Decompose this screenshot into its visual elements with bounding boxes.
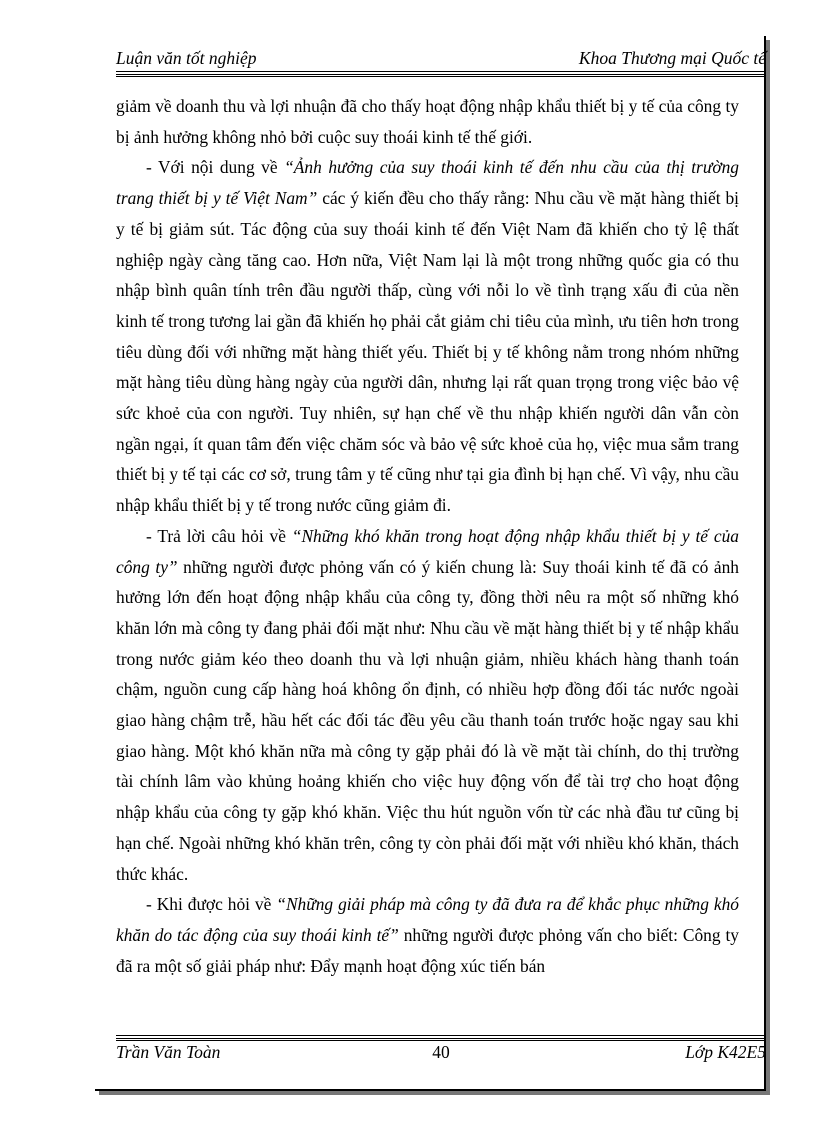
footer-author: Trần Văn Toàn	[116, 1042, 221, 1062]
paragraph-2	[116, 521, 739, 889]
body-text	[116, 91, 739, 981]
paragraph-2-quote: “Những khó khăn trong hoạt động nhập khẩu thiết bị y tế của công ty”	[116, 525, 739, 577]
paragraph-3	[116, 889, 739, 981]
paragraph-1-body: các ý kiến đều cho thấy rằng: Nhu cầu về mặt hàng thiết bị y tế bị giảm sút. Tác động của suy thoái kinh tế đến Việt Nam đã khiến cho tỷ lệ thất nghiệp ngày càng tăng cao. Hơn nữa, Việt Nam lại là một trong những quốc gia có thu nhập bình quân tính trên đầu người thấp, cùng với nỗi lo về tình trạng xấu đi của nền kinh tế trong tương lai gần đã khiến họ phải cắt giảm chi tiêu của mình, ưu tiên hơn trong tiêu dùng đối với những mặt hàng thiết yếu. Thiết bị y tế không nằm trong nhóm những mặt hàng tiêu dùng hàng ngày của người dân, nhưng lại rất quan trọng trong việc bảo vệ sức khoẻ của con người. Tuy nhiên, sự hạn chế về thu nhập khiến người dân vẫn còn ngần ngại, ít quan tâm đến việc chăm sóc và bảo vệ sức khoẻ của họ, việc mua sắm trang thiết bị y tế tại các cơ sở, trung tâm y tế cũng như tại gia đình bị hạn chế. Vì vậy, nhu cầu nhập khẩu thiết bị y tế trong nước cũng giảm đi.	[116, 188, 739, 516]
paragraph-3-lead: - Khi được hỏi về	[146, 894, 277, 915]
paragraph-1-quote: “Ảnh hưởng của suy thoái kinh tế đến nhu cầu của thị trường trang thiết bị y tế Việt Nam”	[116, 157, 739, 209]
paragraph-1	[116, 152, 739, 520]
paragraph-2-body: những người được phỏng vấn có ý kiến chung là: Suy thoái kinh tế đã có ảnh hưởng lớn đến hoạt động nhập khẩu của công ty, đồng thời nêu ra một số những khó khăn lớn mà công ty đang phải đối mặt như: Nhu cầu về mặt hàng thiết bị y tế nhập khẩu trong nước giảm kéo theo doanh thu và lợi nhuận giảm, nhiều khách hàng thanh toán chậm, nguồn cung cấp hàng hoá không ổn định, có nhiều hợp đồng đối tác nước ngoài giao hàng chậm trễ, hầu hết các đối tác đều yêu cầu thanh toán trước hoặc ngay sau khi giao hàng. Một khó khăn nữa mà công ty gặp phải đó là về mặt tài chính, do thị trường tài chính lâm vào khủng hoảng khiến cho việc huy động vốn để tài trợ cho hoạt động nhập khẩu của công ty gặp khó khăn. Việc thu hút nguồn vốn từ các nhà đầu tư cũng bị hạn chế. Ngoài những khó khăn trên, công ty còn phải đối mặt với nhiều khó khăn, thách thức khác.	[116, 556, 739, 884]
paragraph-3-body: những người được phỏng vấn cho biết: Công ty đã ra một số giải pháp như: Đẩy mạnh hoạt động xúc tiến bán	[116, 924, 739, 976]
header-thesis-label: Luận văn tốt nghiệp	[116, 48, 257, 68]
paragraph-0	[116, 91, 739, 152]
paragraph-1-lead: - Với nội dung về	[146, 157, 285, 178]
footer-class: Lớp K42E5	[685, 1042, 766, 1062]
paragraph-0-text: giảm về doanh thu và lợi nhuận đã cho thấy hoạt động nhập khẩu thiết bị y tế của công ty bị ảnh hưởng không nhỏ bởi cuộc suy thoái kinh tế thế giới.	[116, 96, 739, 147]
paragraph-3-quote: “Những giải pháp mà công ty đã đưa ra để khắc phục những khó khăn do tác động của suy thoái kinh tế”	[116, 894, 739, 945]
page-number: 40	[432, 1042, 450, 1062]
header-rule	[116, 71, 766, 77]
header-faculty-label: Khoa Thương mại Quốc tế	[578, 48, 766, 68]
paragraph-2-lead: - Trả lời câu hỏi về	[146, 525, 292, 546]
